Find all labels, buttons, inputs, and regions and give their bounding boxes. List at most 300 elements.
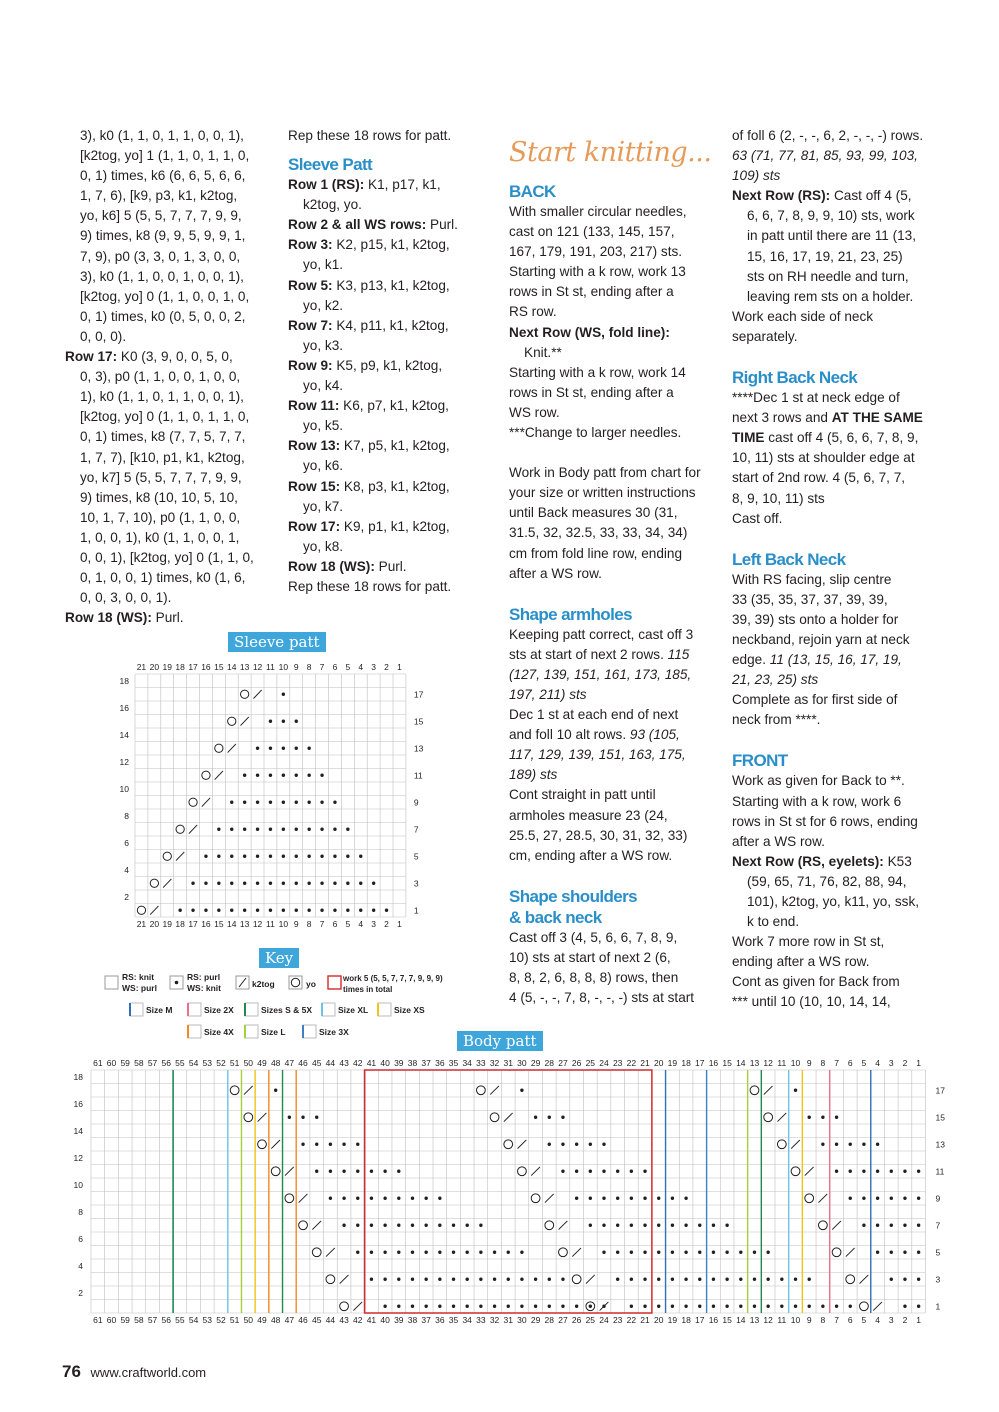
purl-stitch xyxy=(397,1170,400,1173)
text-line xyxy=(509,665,724,685)
row-text: Purl. xyxy=(374,558,407,574)
row-number: 16 xyxy=(73,1098,83,1109)
purl-stitch xyxy=(684,1197,687,1200)
purl-stitch xyxy=(282,693,285,696)
purl-stitch xyxy=(917,1278,920,1281)
purl-stitch xyxy=(411,1278,414,1281)
purl-stitch xyxy=(671,1305,674,1308)
column-number: 16 xyxy=(201,662,211,672)
next-row-rs: Next Row (RS): Cast off 4 (5, xyxy=(732,188,912,204)
column-number: 56 xyxy=(161,1315,171,1325)
column-number: 7 xyxy=(319,919,325,929)
column-number: 55 xyxy=(175,1058,185,1068)
yo-stitch xyxy=(531,1194,540,1203)
row-number: 17 xyxy=(935,1085,945,1096)
repeat-symbol xyxy=(328,976,341,989)
purl-stitch xyxy=(712,1278,715,1281)
purl-stitch xyxy=(295,882,298,885)
yo-stitch xyxy=(326,1275,335,1284)
purl-stitch xyxy=(178,909,181,912)
sleeve-row xyxy=(288,356,478,376)
column-number: 5 xyxy=(345,662,351,672)
size-swatch xyxy=(188,1003,201,1016)
purl-stitch xyxy=(342,1197,345,1200)
row-number: 12 xyxy=(119,756,129,767)
purl-stitch xyxy=(684,1278,687,1281)
purl-stitch xyxy=(794,1305,797,1308)
purl-stitch xyxy=(821,1116,824,1119)
purl-stitch xyxy=(917,1224,920,1227)
row-number: 15 xyxy=(935,1112,945,1123)
purl-stitch xyxy=(424,1197,427,1200)
row-number: 8 xyxy=(124,810,129,821)
text-line: 39, 39) sts onto a holder for xyxy=(732,611,899,627)
purl-stitch xyxy=(890,1170,893,1173)
column-number: 40 xyxy=(380,1058,390,1068)
back-heading: BACK xyxy=(509,182,556,201)
column-number: 1 xyxy=(397,919,402,929)
text-line: 4 (5, -, -, 7, 8, -, -, -) sts at start xyxy=(509,990,695,1006)
yo-stitch xyxy=(137,906,145,914)
text-line: 33 (35, 35, 37, 37, 39, 39, xyxy=(732,591,888,607)
column-number: 13 xyxy=(239,662,250,672)
sleeve-row xyxy=(288,436,478,456)
column-number: 44 xyxy=(325,1315,336,1325)
text-line: k to end. xyxy=(747,914,800,930)
text-line: 8, 8, 2, 6, 8, 8, 8) rows, then xyxy=(509,970,679,985)
row-number: 4 xyxy=(124,864,129,875)
back-paragraph-1 xyxy=(509,202,724,323)
column-number: 59 xyxy=(120,1058,130,1068)
column-number: 10 xyxy=(790,1315,801,1325)
sleeve-patt-label: Sleeve patt xyxy=(228,632,326,652)
purl-stitch xyxy=(671,1278,674,1281)
purl-stitch xyxy=(589,1305,592,1308)
row-number: 7 xyxy=(935,1220,941,1231)
yo-stitch xyxy=(176,825,184,833)
left-back-neck-edge: edge. 11 (13, 15, 16, 17, 19, xyxy=(732,652,902,668)
column-number: 2 xyxy=(902,1058,908,1068)
right-back-neck-heading: Right Back Neck xyxy=(732,368,858,388)
column-number: 17 xyxy=(695,1058,705,1068)
column-number: 12 xyxy=(763,1058,773,1068)
column-number: 16 xyxy=(708,1315,719,1325)
column-number: 16 xyxy=(201,919,211,929)
text-line: 0, 0, 3, 0, 0, 1). xyxy=(80,590,172,606)
column-number: 17 xyxy=(188,919,198,929)
purl-stitch xyxy=(657,1305,660,1308)
purl-stitch xyxy=(411,1305,414,1308)
purl-stitch xyxy=(397,1224,400,1227)
k2tog-stitch xyxy=(228,744,236,753)
column-number: 1 xyxy=(397,662,402,672)
purl-stitch xyxy=(269,801,272,804)
purl-stitch xyxy=(282,720,285,723)
column-number: 6 xyxy=(332,919,338,929)
column-number: 20 xyxy=(653,1315,664,1325)
column-number: 4 xyxy=(875,1058,880,1068)
column-number: 11 xyxy=(266,662,275,672)
purl-stitch xyxy=(753,1251,756,1254)
column-number: 9 xyxy=(293,919,299,929)
column-number: 15 xyxy=(722,1315,732,1325)
purl-stitch xyxy=(217,855,220,858)
column-number: 52 xyxy=(216,1058,226,1068)
k2tog-stitch xyxy=(176,852,184,861)
purl-stitch xyxy=(849,1170,852,1173)
purl-stitch xyxy=(191,882,194,885)
k2tog-stitch xyxy=(860,1275,869,1284)
text-line: 9) times, k8 (10, 10, 5, 10, xyxy=(80,489,238,505)
purl-stitch xyxy=(876,1143,879,1146)
column-number: 40 xyxy=(380,1315,390,1325)
size-swatch xyxy=(245,1003,258,1016)
text-line: ending after a WS row. xyxy=(732,954,870,970)
text-line xyxy=(509,725,724,745)
column-number: 26 xyxy=(571,1058,582,1068)
yo-stitch xyxy=(777,1140,786,1149)
purl-stitch xyxy=(397,1251,400,1254)
purl-stitch xyxy=(397,1305,400,1308)
column-number: 39 xyxy=(394,1058,404,1068)
purl-stitch xyxy=(507,1278,510,1281)
row-number: 9 xyxy=(935,1193,941,1204)
purl-stitch xyxy=(356,1143,359,1146)
purl-stitch xyxy=(725,1224,728,1227)
column-number: 58 xyxy=(134,1315,144,1325)
yo-stitch xyxy=(518,1167,527,1176)
column-number: 4 xyxy=(358,662,364,672)
row-number: 3 xyxy=(935,1274,941,1285)
text-line: cm from fold line row, ending xyxy=(509,545,683,561)
purl-stitch xyxy=(385,909,388,912)
purl-stitch xyxy=(903,1278,906,1281)
column-number: 20 xyxy=(149,919,160,929)
sleeve-patt-rows xyxy=(288,175,478,577)
purl-stitch xyxy=(835,1170,838,1173)
purl-stitch xyxy=(643,1251,646,1254)
purl-stitch xyxy=(766,1251,769,1254)
column-number: 54 xyxy=(188,1315,199,1325)
purl-stitch xyxy=(282,801,285,804)
text-line: separately. xyxy=(732,328,798,344)
purl-stitch xyxy=(424,1224,427,1227)
text-line: 0, 1) times, k6 (6, 6, 5, 6, 6, xyxy=(80,168,246,184)
purl-stitch xyxy=(698,1251,701,1254)
body-patt-label: Body patt xyxy=(457,1031,543,1051)
purl-stitch xyxy=(346,882,349,885)
column-number: 34 xyxy=(462,1315,472,1325)
column-number: 5 xyxy=(861,1058,867,1068)
text-line: until Back measures 30 (31, xyxy=(509,505,678,521)
knit-symbol xyxy=(105,976,118,989)
text-line: Cast off 3 (4, 5, 6, 6, 7, 8, 9, xyxy=(509,929,678,945)
purl-stitch xyxy=(917,1197,920,1200)
yo-stitch xyxy=(805,1194,814,1203)
purl-stitch xyxy=(438,1278,441,1281)
row-text: K5, p9, k1, k2tog, xyxy=(332,357,443,373)
purl-stitch xyxy=(346,909,349,912)
k2tog-stitch xyxy=(490,1086,499,1095)
purl-stitch xyxy=(320,909,323,912)
text-line: Cast off. xyxy=(732,510,783,526)
size-swatch xyxy=(245,1025,258,1038)
purl-stitch xyxy=(452,1224,455,1227)
purl-stitch xyxy=(230,909,233,912)
row-text: K7, p5, k1, k2tog, xyxy=(340,438,450,454)
text-line xyxy=(509,705,724,725)
purl-stitch xyxy=(230,801,233,804)
row-number: 1 xyxy=(935,1301,941,1312)
armholes-paragraph-1 xyxy=(509,625,724,705)
row-text: K1, p17, k1, xyxy=(364,177,441,193)
purl-stitch xyxy=(204,909,207,912)
purl-stitch xyxy=(217,828,220,831)
key-group xyxy=(105,972,443,1038)
key-label: Key xyxy=(259,948,299,968)
column-number: 13 xyxy=(239,919,250,929)
purl-stitch xyxy=(256,747,259,750)
purl-stitch xyxy=(295,774,298,777)
column-number: 44 xyxy=(325,1058,336,1068)
text-line xyxy=(509,685,724,705)
yo-stitch xyxy=(241,690,249,698)
purl-stitch xyxy=(548,1305,551,1308)
text-line: start of 2nd row. 4 (5, 6, 7, 7, xyxy=(732,470,906,486)
column-number: 32 xyxy=(489,1058,500,1068)
k2tog-stitch xyxy=(150,906,158,915)
purl-stitch xyxy=(684,1224,687,1227)
column-number: 12 xyxy=(252,662,263,672)
purl-stitch xyxy=(575,1170,578,1173)
repeat-label-2: times in total xyxy=(343,985,393,994)
text-line: 6, 6, 7, 8, 9, 9, 10) sts, work xyxy=(747,208,915,224)
purl-stitch xyxy=(356,1170,359,1173)
column-number: 2 xyxy=(384,919,389,929)
text-line: Starting with a k row, work 14 xyxy=(509,364,686,380)
row-number: 10 xyxy=(73,1179,83,1190)
purl-stitch xyxy=(630,1197,633,1200)
purl-stitch xyxy=(383,1278,386,1281)
column-number: 21 xyxy=(136,662,147,672)
purl-stitch xyxy=(739,1251,742,1254)
row-text-continued: k2tog, yo. xyxy=(303,197,362,213)
purl-stitch xyxy=(561,1278,564,1281)
purl-stitch xyxy=(548,1278,551,1281)
purl-stitch xyxy=(269,774,272,777)
purl-stitch xyxy=(383,1251,386,1254)
column-number: 46 xyxy=(298,1058,308,1068)
column-number: 47 xyxy=(284,1315,295,1325)
purl-stitch xyxy=(320,828,323,831)
purl-stitch xyxy=(383,1170,386,1173)
yo-stitch xyxy=(832,1248,841,1257)
column-number: 18 xyxy=(681,1058,691,1068)
purl-stitch xyxy=(561,1170,564,1173)
text-line xyxy=(509,625,724,645)
purl-stitch xyxy=(282,882,285,885)
yo-stitch xyxy=(202,771,210,779)
row-number: 18 xyxy=(73,1071,83,1082)
purl-stitch xyxy=(534,1278,537,1281)
repeat-label: work 5 (5, 5, 7, 7, 7, 9, 9, 9) xyxy=(343,974,443,983)
purl-stitch xyxy=(372,909,375,912)
purl-stitch xyxy=(269,909,272,912)
column-number: 15 xyxy=(214,919,224,929)
text-line: 15, 16, 17, 19, 21, 23, 25) xyxy=(747,248,903,264)
k2tog-stitch xyxy=(189,825,197,834)
purl-stitch xyxy=(217,909,220,912)
column-number: 14 xyxy=(227,919,237,929)
k2tog-stitch xyxy=(215,771,223,780)
yo-stitch xyxy=(846,1275,855,1284)
column-number: 13 xyxy=(749,1315,760,1325)
text-line: cast on 121 (133, 145, 157, xyxy=(509,224,675,240)
k2tog-stitch xyxy=(241,717,249,726)
column-number: 38 xyxy=(407,1315,418,1325)
column-number: 29 xyxy=(530,1315,541,1325)
purl-stitch xyxy=(397,1197,400,1200)
column-number: 25 xyxy=(585,1058,596,1068)
purl-stitch xyxy=(466,1278,469,1281)
row-text-continued: yo, k1. xyxy=(303,257,344,273)
text-line: sts on RH needle and turn, xyxy=(747,268,909,284)
purl-stitch xyxy=(452,1278,455,1281)
knit-label: RS: knit xyxy=(122,972,155,982)
purl-stitch xyxy=(230,828,233,831)
size-label: Size XL xyxy=(338,1005,369,1015)
purl-stitch xyxy=(712,1305,715,1308)
k2tog-stitch xyxy=(846,1248,855,1257)
purl-stitch xyxy=(520,1305,523,1308)
column-number: 7 xyxy=(834,1315,839,1325)
yo-stitch xyxy=(490,1113,499,1122)
purl-stitch xyxy=(383,1197,386,1200)
column-number: 45 xyxy=(311,1315,322,1325)
armholes-paragraph-2 xyxy=(509,705,724,785)
repeat-note: Rep these 18 rows for patt. xyxy=(288,128,452,143)
left-back-neck-heading: Left Back Neck xyxy=(732,549,846,569)
k2tog-label: k2tog xyxy=(252,979,275,989)
armholes-paragraph-3 xyxy=(509,785,724,865)
purl-stitch xyxy=(307,774,310,777)
italic-text: 109) sts xyxy=(732,168,781,184)
purl-stitch xyxy=(698,1224,701,1227)
text-line: [k2tog, yo] 0 (1, 1, 0, 1, 1, 0, xyxy=(80,409,250,425)
column-number: 61 xyxy=(93,1315,103,1325)
purl-stitch xyxy=(307,801,310,804)
column-number: 53 xyxy=(202,1315,213,1325)
text-line: WS row. xyxy=(509,404,560,420)
purl-stitch xyxy=(295,828,298,831)
text-line: Work 7 more row in St st, xyxy=(732,934,885,950)
purl-stitch xyxy=(411,1251,414,1254)
text-line: Cont as given for Back from xyxy=(732,974,900,990)
text-line: Complete as for first side of xyxy=(732,692,898,708)
column-number: 35 xyxy=(448,1315,459,1325)
sleeve-row xyxy=(288,316,478,336)
column-number: 23 xyxy=(612,1058,623,1068)
purl-stitch xyxy=(862,1170,865,1173)
row-text: K4, p11, k1, k2tog, xyxy=(332,317,449,333)
purl-stitch xyxy=(295,909,298,912)
column-number: 31 xyxy=(503,1315,513,1325)
purl-stitch xyxy=(282,909,285,912)
column-number: 10 xyxy=(790,1058,801,1068)
italic-text: (127, 139, 151, 161, 173, 185, xyxy=(509,666,692,682)
stitch-count-1 xyxy=(732,146,947,186)
row-number: 18 xyxy=(119,675,129,686)
purl-stitch xyxy=(507,1251,510,1254)
purl-stitch xyxy=(288,1116,291,1119)
text-line: after a WS row. xyxy=(509,565,602,581)
column-number: 19 xyxy=(667,1315,678,1325)
purl-stitch xyxy=(903,1224,906,1227)
purl-stitch xyxy=(643,1224,646,1227)
purl-stitch xyxy=(821,1143,824,1146)
k2tog-stitch xyxy=(353,1302,362,1311)
purl-stitch xyxy=(269,882,272,885)
text-line: armholes measure 23 (24, xyxy=(509,807,668,823)
row-text-continued: yo, k4. xyxy=(303,378,344,394)
row-number: 11 xyxy=(935,1166,945,1177)
column-number: 50 xyxy=(243,1315,254,1325)
purl-stitch xyxy=(320,801,323,804)
text-line: yo, k7] 5 (5, 5, 7, 7, 7, 9, 9, xyxy=(80,469,242,485)
k2tog-stitch xyxy=(258,1113,267,1122)
yo-stitch xyxy=(150,879,158,887)
purl-stitch xyxy=(575,1305,578,1308)
column-number: 49 xyxy=(257,1315,267,1325)
purl-stitch xyxy=(876,1224,879,1227)
yo-stitch xyxy=(750,1086,759,1095)
column-number: 41 xyxy=(366,1315,377,1325)
purl-stitch xyxy=(890,1251,893,1254)
sleeve-row xyxy=(288,396,478,416)
column-number: 11 xyxy=(266,919,275,929)
text-line: 7, 9), p0 (3, 3, 0, 1, 3, 0, 0, xyxy=(80,248,241,264)
text-span: Dec 1 st at each end of next xyxy=(509,707,679,723)
text-line: 25.5, 27, 28.5, 30, 31, 32, 33) xyxy=(509,827,688,843)
purl-stitch xyxy=(204,855,207,858)
purl-stitch xyxy=(520,1089,523,1092)
column-number: 58 xyxy=(134,1058,144,1068)
column-number: 59 xyxy=(120,1315,130,1325)
text-line: 1, 7, 7), [k10, p1, k1, k2tog, xyxy=(80,449,245,465)
column-number: 17 xyxy=(188,662,198,672)
row-label: Row 3: xyxy=(288,237,333,253)
purl-stitch xyxy=(356,1197,359,1200)
purl-stitch xyxy=(602,1224,605,1227)
column-number: 52 xyxy=(216,1315,226,1325)
purl-stitch xyxy=(342,1143,345,1146)
yo-stitch xyxy=(572,1275,581,1284)
column-number: 28 xyxy=(544,1058,555,1068)
purl-stitch xyxy=(370,1251,373,1254)
purl-stitch xyxy=(191,909,194,912)
purl-stitch xyxy=(383,1305,386,1308)
size-label: Size L xyxy=(261,1027,286,1037)
purl-stitch xyxy=(616,1251,619,1254)
sleeve-row xyxy=(288,276,478,296)
purl-stitch xyxy=(438,1224,441,1227)
purl-stitch xyxy=(256,882,259,885)
purl-stitch xyxy=(204,882,207,885)
column-number: 4 xyxy=(358,919,364,929)
purl-stitch xyxy=(295,801,298,804)
row-text-continued: yo, k7. xyxy=(303,498,344,514)
right-back-neck-line-2: next 3 rows and AT THE SAME xyxy=(732,410,923,426)
